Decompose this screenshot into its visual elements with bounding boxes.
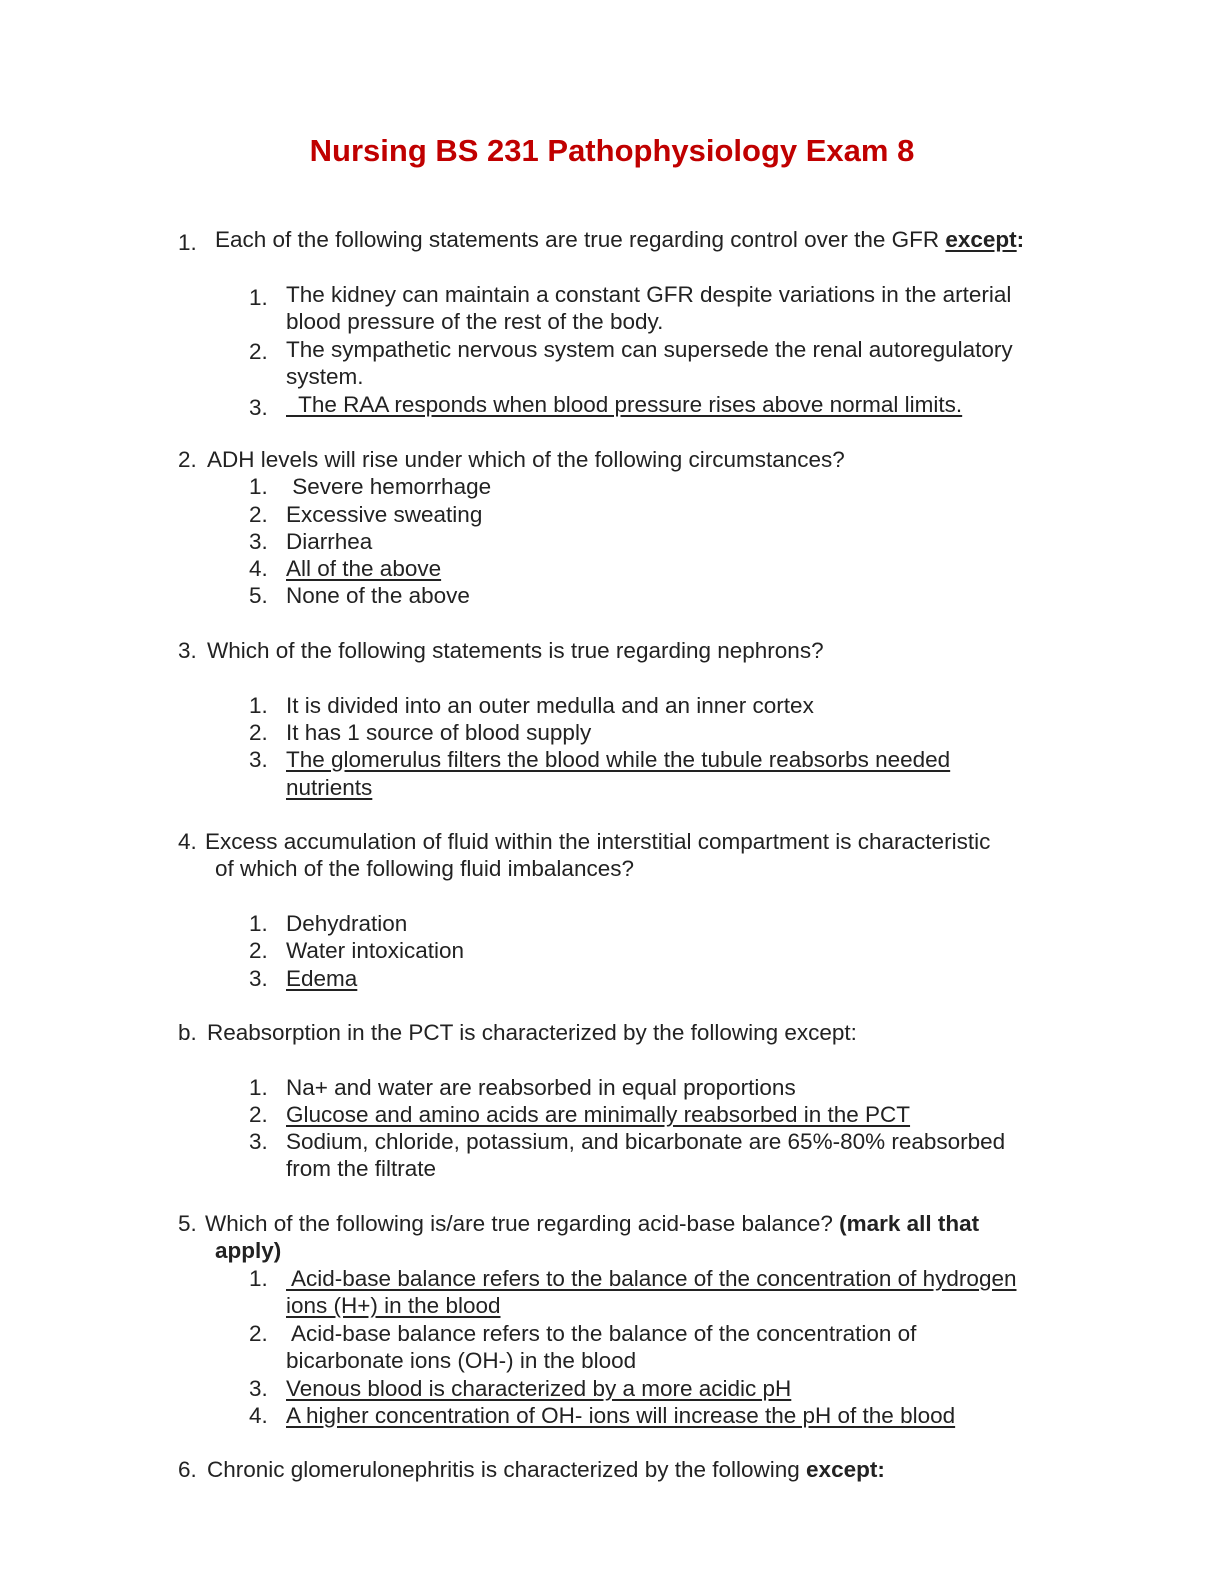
question-text-continued: of which of the following fluid imbalances?	[215, 856, 634, 881]
option-text-answer: Acid-base balance refers to the balance of the concentration of hydrogen	[286, 1266, 1017, 1291]
question-text: Which of the following is/are true regarding acid-base balance? (mark all that	[205, 1211, 980, 1236]
option-number: 2.	[249, 938, 268, 963]
emphasis-mark-all: (mark all that	[839, 1211, 980, 1236]
option-text: Water intoxication	[286, 938, 464, 963]
option-number: 3.	[249, 395, 268, 420]
option-text: Na+ and water are reabsorbed in equal proportions	[286, 1075, 796, 1100]
option-text: None of the above	[286, 583, 470, 608]
option-text-answer: Glucose and amino acids are minimally reabsorbed in the PCT	[286, 1102, 911, 1127]
option-number: 2.	[249, 720, 268, 745]
question-number: 3.	[178, 638, 197, 663]
option-number: 3.	[249, 1376, 268, 1401]
option-text-answer: Edema	[286, 966, 358, 991]
option-number: 3.	[249, 1129, 268, 1154]
question-text: Each of the following statements are true regarding control over the GFR except:	[215, 227, 1025, 252]
option-text-answer-continued: ions (H+) in the blood	[286, 1293, 501, 1318]
option-text: The kidney can maintain a constant GFR despite variations in the arterial	[286, 282, 1012, 307]
option-text: Diarrhea	[286, 529, 373, 554]
option-number: 1.	[249, 474, 268, 499]
option-number: 1.	[249, 911, 268, 936]
question-text: ADH levels will rise under which of the following circumstances?	[207, 447, 845, 472]
option-text-answer: A higher concentration of OH- ions will increase the pH of the blood	[286, 1403, 956, 1428]
option-text: It is divided into an outer medulla and an inner cortex	[286, 693, 814, 718]
question-number: 4.	[178, 829, 197, 854]
option-number: 5.	[249, 583, 268, 608]
option-text-continued: bicarbonate ions (OH-) in the blood	[286, 1348, 637, 1373]
question-text-continued: apply)	[215, 1238, 282, 1263]
question-number: b.	[178, 1020, 197, 1045]
emphasis-except: except:	[806, 1457, 885, 1482]
option-number: 1.	[249, 693, 268, 718]
option-text-answer: Venous blood is characterized by a more acidic pH	[286, 1376, 792, 1401]
question-text: Reabsorption in the PCT is characterized by the following except:	[207, 1020, 857, 1045]
option-number: 1.	[249, 1266, 268, 1291]
question-number: 1.	[178, 230, 197, 255]
option-text-answer: The glomerulus filters the blood while the tubule reabsorbs needed	[286, 747, 951, 772]
question-text: Excess accumulation of fluid within the interstitial compartment is characteristic	[205, 829, 991, 854]
option-text-answer: All of the above	[286, 556, 442, 581]
option-text: It has 1 source of blood supply	[286, 720, 592, 745]
option-number: 4.	[249, 1403, 268, 1428]
question-text: Chronic glomerulonephritis is characterized by the following except:	[207, 1457, 885, 1482]
page-title: Nursing BS 231 Pathophysiology Exam 8	[309, 133, 915, 168]
option-number: 3.	[249, 966, 268, 991]
option-text-continued: from the filtrate	[286, 1156, 437, 1181]
option-text-continued: system.	[286, 364, 364, 389]
option-number: 2.	[249, 1102, 268, 1127]
option-text-answer: The RAA responds when blood pressure rises above normal limits.	[286, 392, 963, 417]
option-number: 2.	[249, 1321, 268, 1346]
option-text-continued: blood pressure of the rest of the body.	[286, 309, 664, 334]
option-number: 1.	[249, 1075, 268, 1100]
option-text: Excessive sweating	[286, 502, 483, 527]
question-number: 5.	[178, 1211, 197, 1236]
option-number: 4.	[249, 556, 268, 581]
question-text: Which of the following statements is true regarding nephrons?	[207, 638, 824, 663]
option-text: Acid-base balance refers to the balance of the concentration of	[286, 1321, 917, 1346]
option-number: 2.	[249, 502, 268, 527]
option-number: 1.	[249, 285, 268, 310]
option-text: The sympathetic nervous system can supersede the renal autoregulatory	[286, 337, 1013, 362]
option-text: Dehydration	[286, 911, 408, 936]
question-number: 6.	[178, 1457, 197, 1482]
option-text: Severe hemorrhage	[286, 474, 492, 499]
question-number: 2.	[178, 447, 197, 472]
option-number: 2.	[249, 339, 268, 364]
option-number: 3.	[249, 529, 268, 554]
option-number: 3.	[249, 747, 268, 772]
option-text: Sodium, chloride, potassium, and bicarbonate are 65%-80% reabsorbed	[286, 1129, 1006, 1154]
option-text-answer-continued: nutrients	[286, 775, 373, 800]
emphasis-except: except	[945, 227, 1017, 252]
